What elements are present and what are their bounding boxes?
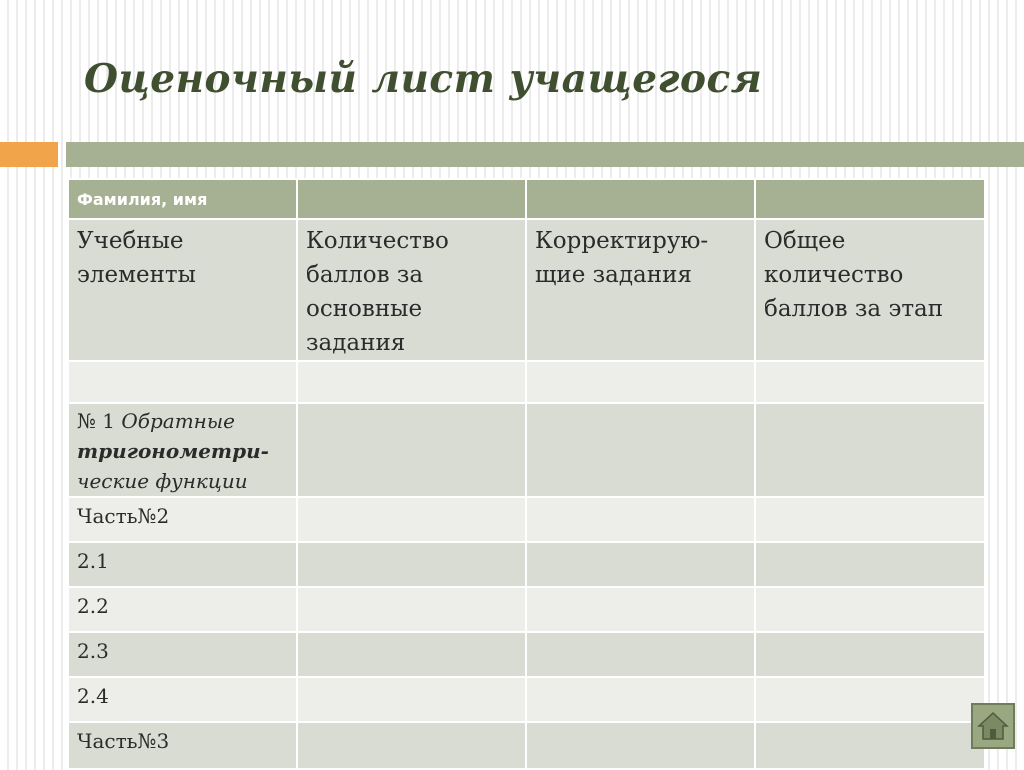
- topic-cell: [68, 403, 297, 497]
- table-row: [68, 677, 985, 722]
- name-input-cell[interactable]: [297, 179, 526, 219]
- name-label-cell: [68, 179, 297, 219]
- row-label: 2.3: [68, 632, 297, 677]
- header-row: [68, 219, 985, 361]
- table-cell[interactable]: [526, 632, 755, 677]
- table-cell[interactable]: [297, 361, 526, 403]
- table-cell[interactable]: [526, 403, 755, 497]
- table-cell[interactable]: [526, 361, 755, 403]
- name-label: Фамилия, имя: [77, 189, 208, 209]
- table-cell[interactable]: [526, 542, 755, 587]
- header-main-task-points: Количество баллов за основные задания: [297, 219, 526, 361]
- table-cell[interactable]: [526, 677, 755, 722]
- header-total-points: Общее количество баллов за этап: [755, 219, 985, 361]
- table-cell[interactable]: [297, 497, 526, 542]
- table-cell[interactable]: [297, 632, 526, 677]
- topic-number: № 1: [77, 409, 116, 433]
- table-row: [68, 587, 985, 632]
- table-cell[interactable]: [297, 403, 526, 497]
- home-button[interactable]: [971, 703, 1015, 749]
- table-cell[interactable]: [755, 403, 985, 497]
- header-learning-elements: Учебные элементы: [68, 219, 297, 361]
- table-cell[interactable]: [755, 677, 985, 722]
- score-table: [67, 178, 986, 770]
- accent-bar-green: [66, 142, 1024, 167]
- table-cell[interactable]: [526, 722, 755, 769]
- topic-line2: тригонометри-: [77, 439, 269, 463]
- table-row: [68, 542, 985, 587]
- row-label: 2.4: [68, 677, 297, 722]
- table-cell[interactable]: [755, 632, 985, 677]
- table-cell[interactable]: [68, 361, 297, 403]
- name-empty-cell[interactable]: [755, 179, 985, 219]
- table-cell[interactable]: [755, 542, 985, 587]
- table-row: [68, 361, 985, 403]
- table-cell[interactable]: [297, 722, 526, 769]
- table-cell[interactable]: [297, 677, 526, 722]
- table-row: [68, 722, 985, 769]
- table-row: [68, 497, 985, 542]
- name-row: [68, 179, 985, 219]
- table-cell[interactable]: [755, 722, 985, 769]
- table-cell[interactable]: [297, 587, 526, 632]
- row-label: Часть№2: [68, 497, 297, 542]
- table-cell[interactable]: [755, 361, 985, 403]
- home-icon: [977, 710, 1009, 742]
- accent-bar-orange: [0, 142, 58, 167]
- topic-line1: Обратные: [121, 409, 235, 433]
- table-row: [68, 632, 985, 677]
- table-cell[interactable]: [297, 542, 526, 587]
- row-label: 2.2: [68, 587, 297, 632]
- page-title: Оценочный лист учащегося: [84, 56, 763, 102]
- name-empty-cell[interactable]: [526, 179, 755, 219]
- table-cell[interactable]: [526, 587, 755, 632]
- table-cell[interactable]: [526, 497, 755, 542]
- table-cell[interactable]: [755, 497, 985, 542]
- row-label: Часть№3: [68, 722, 297, 769]
- topic-line3: ческие функции: [77, 469, 248, 493]
- row-label: 2.1: [68, 542, 297, 587]
- table-row: [68, 403, 985, 497]
- table-cell[interactable]: [755, 587, 985, 632]
- header-corrective-tasks: Корректирую-щие задания: [526, 219, 755, 361]
